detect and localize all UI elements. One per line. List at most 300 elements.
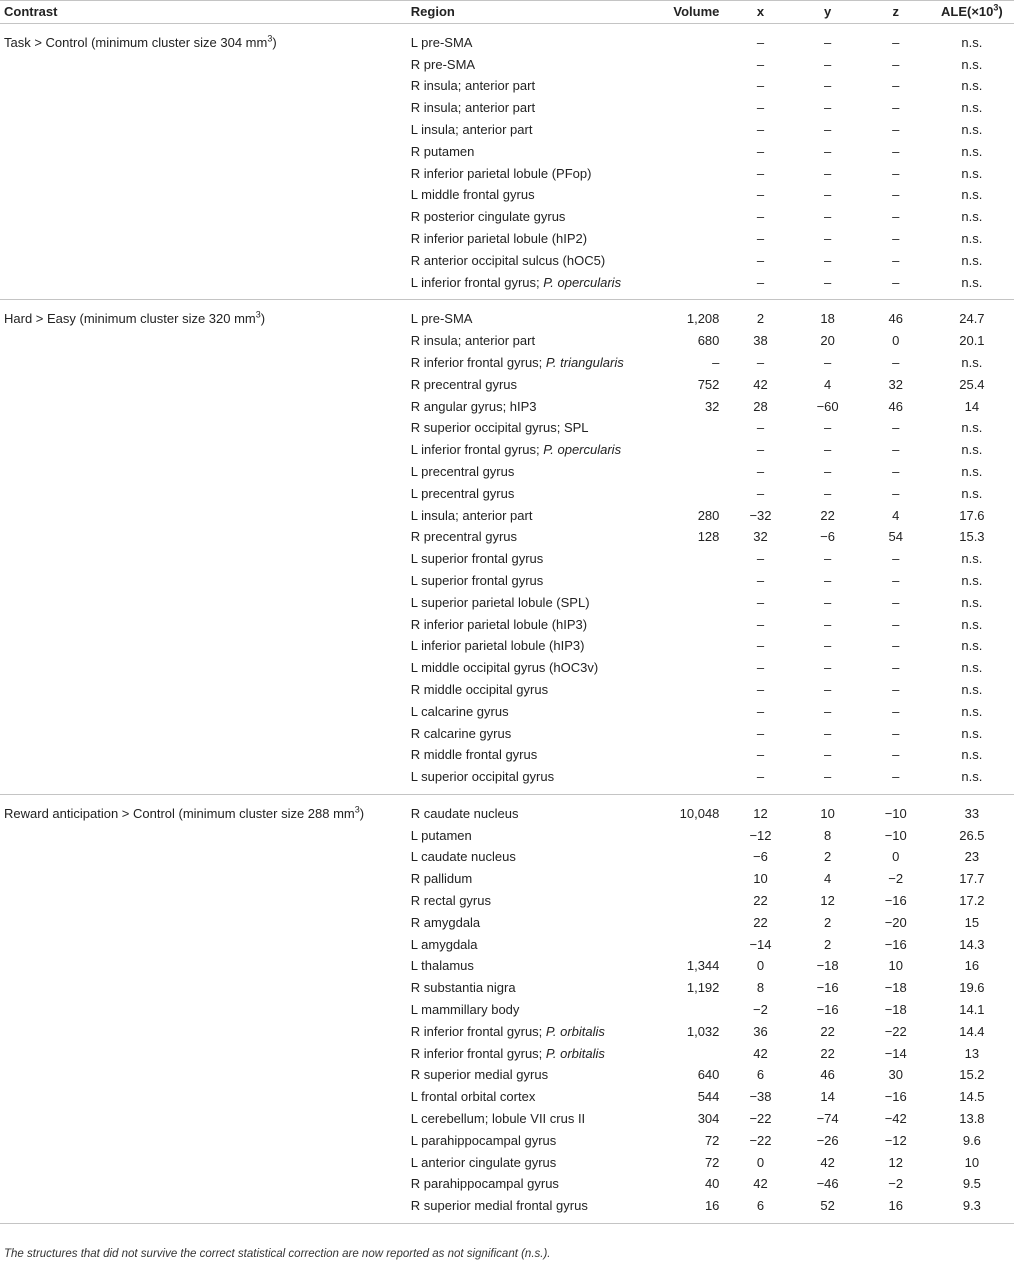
- ale-cell: n.s.: [961, 725, 983, 741]
- y-cell: −6: [820, 529, 835, 545]
- table-row: [0, 417, 1014, 439]
- z-cell: –: [892, 725, 900, 741]
- region-text: L inferior parietal lobule (hIP3): [410, 638, 585, 654]
- volume-cell: [649, 163, 727, 185]
- y-cell: −16: [816, 980, 839, 996]
- x-cell: −22: [749, 1132, 772, 1148]
- y-cell: –: [823, 143, 832, 159]
- table-row: [0, 1086, 1014, 1108]
- table-row: [0, 1130, 1014, 1152]
- x-cell: 0: [756, 1154, 765, 1170]
- contrast-cell: [0, 679, 411, 701]
- contrast-label: Task > Control (minimum cluster size 304 mm: [4, 34, 268, 50]
- x-cell: 42: [753, 1045, 768, 1061]
- volume-cell: 280: [697, 507, 720, 523]
- region-cell: [411, 701, 649, 723]
- table-row: [0, 228, 1014, 250]
- x-cell: −38: [749, 1089, 772, 1105]
- ale-cell: 15.3: [959, 529, 985, 545]
- volume-cell: [649, 483, 727, 505]
- contrast-cell: [0, 505, 411, 527]
- region-cell: [411, 272, 649, 300]
- region-text: R substantia nigra: [410, 980, 516, 996]
- region-text: L precentral gyrus: [410, 463, 515, 479]
- table-row: [0, 701, 1014, 723]
- x-cell: –: [756, 187, 765, 203]
- y-cell: –: [823, 274, 832, 290]
- z-cell: 30: [888, 1067, 903, 1083]
- z-cell: –: [892, 354, 900, 370]
- region-text: R anterior occipital sulcus (hOC5): [410, 252, 606, 268]
- header-row: [0, 1, 1014, 24]
- region-cell: [411, 141, 649, 163]
- region-cell: [411, 300, 649, 330]
- region-cell: [411, 1043, 649, 1065]
- region-text: R rectal gyrus: [410, 893, 491, 909]
- section-2: [0, 794, 1014, 1223]
- table-row: [0, 635, 1014, 657]
- ale-cell: n.s.: [961, 34, 983, 50]
- header-ale: [930, 1, 1014, 24]
- y-cell: 4: [823, 376, 832, 392]
- volume-cell: 16: [704, 1198, 720, 1214]
- region-text: L amygdala: [410, 936, 478, 952]
- table-row: [0, 75, 1014, 97]
- region-italic: P. triangularis: [545, 354, 624, 370]
- region-cell: [411, 1173, 649, 1195]
- z-cell: 0: [892, 333, 900, 349]
- contrast-cell: [0, 374, 411, 396]
- volume-cell: 10,048: [679, 805, 720, 821]
- ale-cell: 9.6: [962, 1132, 981, 1148]
- contrast-cell: [0, 352, 411, 374]
- region-cell: [411, 1152, 649, 1174]
- z-cell: −12: [884, 1132, 907, 1148]
- x-cell: –: [756, 165, 765, 181]
- z-cell: −10: [884, 827, 907, 843]
- contrast-cell: [0, 141, 411, 163]
- y-cell: 2: [823, 849, 832, 865]
- y-cell: –: [823, 660, 832, 676]
- ale-cell: 25.4: [959, 376, 985, 392]
- y-cell: –: [823, 769, 832, 785]
- volume-cell: 304: [697, 1111, 720, 1127]
- region-cell: [411, 657, 649, 679]
- contrast-cell: [0, 75, 411, 97]
- contrast-cell: [0, 890, 411, 912]
- ale-cell: 13.8: [959, 1111, 985, 1127]
- region-text: R angular gyrus; hIP3: [410, 398, 537, 414]
- x-cell: –: [756, 463, 765, 479]
- region-text: R inferior frontal gyrus;: [410, 354, 546, 370]
- table-row: [0, 614, 1014, 636]
- table-row: [0, 54, 1014, 76]
- ale-cell: n.s.: [961, 463, 983, 479]
- contrast-cell: [0, 1130, 411, 1152]
- y-cell: 22: [820, 1045, 835, 1061]
- contrast-cell: [0, 977, 411, 999]
- region-cell: [411, 890, 649, 912]
- y-cell: –: [823, 703, 832, 719]
- x-cell: 8: [756, 980, 765, 996]
- region-text: R calcarine gyrus: [410, 725, 512, 741]
- contrast-cell: [0, 1173, 411, 1195]
- y-cell: –: [823, 725, 832, 741]
- region-cell: [411, 1064, 649, 1086]
- contrast-cell: [0, 461, 411, 483]
- region-text: L superior parietal lobule (SPL): [410, 594, 590, 610]
- z-cell: −22: [884, 1023, 907, 1039]
- table-row: [0, 912, 1014, 934]
- z-cell: 0: [892, 849, 900, 865]
- z-cell: −10: [884, 805, 907, 821]
- y-cell: 2: [823, 936, 832, 952]
- volume-cell: 752: [697, 376, 720, 392]
- ale-cell: n.s.: [961, 660, 983, 676]
- contrast-cell: [0, 868, 411, 890]
- x-cell: 42: [753, 1176, 768, 1192]
- z-cell: −14: [884, 1045, 907, 1061]
- x-cell: –: [756, 594, 765, 610]
- ale-cell: n.s.: [961, 230, 983, 246]
- ale-cell: 9.3: [962, 1198, 981, 1214]
- contrast-cell: [0, 396, 411, 418]
- volume-cell: [649, 119, 727, 141]
- region-cell: [411, 526, 649, 548]
- z-cell: –: [892, 660, 900, 676]
- region-text: L middle frontal gyrus: [410, 187, 535, 203]
- z-cell: 46: [888, 398, 903, 414]
- contrast-label: Hard > Easy (minimum cluster size 320 mm: [4, 311, 256, 327]
- z-cell: –: [892, 594, 900, 610]
- region-cell: [411, 461, 649, 483]
- z-cell: −42: [884, 1111, 907, 1127]
- header-volume: Volume: [649, 1, 727, 24]
- ale-cell: 15: [964, 914, 980, 930]
- volume-cell: [649, 184, 727, 206]
- ale-cell: 15.2: [959, 1067, 985, 1083]
- volume-cell: [649, 75, 727, 97]
- x-cell: –: [756, 34, 765, 50]
- table-row: [0, 272, 1014, 300]
- z-cell: −2: [888, 1176, 904, 1192]
- volume-cell: [649, 934, 727, 956]
- region-text: R precentral gyrus: [410, 529, 518, 545]
- y-cell: –: [823, 485, 832, 501]
- y-cell: 10: [820, 805, 835, 821]
- y-cell: 2: [823, 914, 832, 930]
- volume-cell: [649, 206, 727, 228]
- table-row: [0, 483, 1014, 505]
- volume-cell: [649, 766, 727, 794]
- z-cell: 54: [888, 529, 903, 545]
- region-cell: [411, 570, 649, 592]
- region-cell: [411, 439, 649, 461]
- contrast-cell: [0, 54, 411, 76]
- y-cell: –: [823, 747, 832, 763]
- volume-cell: 680: [697, 333, 720, 349]
- x-cell: 6: [756, 1198, 765, 1214]
- volume-cell: [649, 744, 727, 766]
- table-row: [0, 1021, 1014, 1043]
- header-region: Region: [411, 1, 649, 24]
- ale-cell: 23: [964, 849, 980, 865]
- ale-cell: n.s.: [961, 165, 983, 181]
- volume-cell: 1,344: [686, 958, 720, 974]
- region-text: R parahippocampal gyrus: [410, 1176, 559, 1192]
- z-cell: –: [892, 187, 900, 203]
- contrast-cell: [0, 228, 411, 250]
- table-row: [0, 548, 1014, 570]
- region-cell: [411, 592, 649, 614]
- contrast-cell: [0, 592, 411, 614]
- region-cell: [411, 206, 649, 228]
- region-text: L superior occipital gyrus: [410, 769, 555, 785]
- region-cell: [411, 744, 649, 766]
- ale-cell: n.s.: [961, 703, 983, 719]
- table-row: [0, 977, 1014, 999]
- volume-cell: [649, 825, 727, 847]
- region-cell: [411, 184, 649, 206]
- ale-cell: 16: [964, 958, 980, 974]
- x-cell: 22: [753, 914, 768, 930]
- region-text: L precentral gyrus: [410, 485, 515, 501]
- table-row: [0, 657, 1014, 679]
- x-cell: –: [756, 230, 765, 246]
- x-cell: −2: [753, 1002, 768, 1018]
- region-text: R middle frontal gyrus: [410, 747, 538, 763]
- y-cell: 4: [823, 871, 832, 887]
- x-cell: –: [756, 551, 765, 567]
- region-text: L frontal orbital cortex: [410, 1089, 536, 1105]
- table-row: [0, 592, 1014, 614]
- ale-cell: 14.1: [959, 1002, 985, 1018]
- table-row: [0, 1173, 1014, 1195]
- region-cell: [411, 163, 649, 185]
- region-cell: [411, 1108, 649, 1130]
- region-text: L inferior frontal gyrus;: [410, 442, 544, 458]
- z-cell: –: [892, 638, 900, 654]
- z-cell: 12: [888, 1154, 903, 1170]
- x-cell: –: [756, 143, 765, 159]
- table-row: [0, 352, 1014, 374]
- y-cell: 18: [820, 311, 835, 327]
- contrast-cell: [0, 570, 411, 592]
- ale-cell: n.s.: [961, 78, 983, 94]
- y-cell: –: [823, 187, 832, 203]
- x-cell: –: [756, 703, 765, 719]
- ale-cell: 33: [964, 805, 980, 821]
- x-cell: –: [756, 78, 765, 94]
- region-text: L superior frontal gyrus: [410, 572, 544, 588]
- region-cell: [411, 1021, 649, 1043]
- z-cell: −16: [884, 1089, 907, 1105]
- table-row: [0, 206, 1014, 228]
- region-cell: [411, 868, 649, 890]
- ale-cell: 13: [964, 1045, 980, 1061]
- z-cell: 4: [892, 507, 900, 523]
- region-text: R putamen: [410, 143, 475, 159]
- section-0: [0, 23, 1014, 300]
- x-cell: –: [756, 121, 765, 137]
- table-row: [0, 505, 1014, 527]
- table-row: [0, 163, 1014, 185]
- contrast-cell: [0, 744, 411, 766]
- volume-cell: [649, 417, 727, 439]
- header-ale-close: ): [998, 4, 1003, 19]
- region-cell: [411, 396, 649, 418]
- ale-cell: 14.5: [959, 1089, 985, 1105]
- region-cell: [411, 97, 649, 119]
- volume-cell: [649, 614, 727, 636]
- volume-cell: [649, 439, 727, 461]
- table-row: [0, 141, 1014, 163]
- z-cell: 46: [888, 311, 903, 327]
- contrast-cell: [0, 635, 411, 657]
- contrast-cell: [0, 1021, 411, 1043]
- region-cell: [411, 54, 649, 76]
- region-cell: [411, 614, 649, 636]
- x-cell: –: [756, 725, 765, 741]
- x-cell: 42: [753, 376, 768, 392]
- table-row: [0, 526, 1014, 548]
- table-row: [0, 934, 1014, 956]
- volume-cell: [649, 868, 727, 890]
- contrast-cell: [0, 701, 411, 723]
- region-text: R inferior frontal gyrus;: [410, 1023, 546, 1039]
- y-cell: 8: [823, 827, 832, 843]
- region-cell: [411, 635, 649, 657]
- x-cell: 0: [756, 958, 765, 974]
- header-ale-text: ALE(×10: [941, 4, 994, 19]
- region-cell: [411, 548, 649, 570]
- x-cell: 22: [753, 893, 768, 909]
- volume-cell: 32: [704, 398, 720, 414]
- region-text: R pallidum: [410, 871, 473, 887]
- x-cell: –: [756, 100, 765, 116]
- ale-cell: 17.7: [959, 871, 985, 887]
- region-cell: [411, 1130, 649, 1152]
- table-row: [0, 999, 1014, 1021]
- ale-cell: n.s.: [961, 56, 983, 72]
- y-cell: –: [823, 442, 832, 458]
- table-row: [0, 744, 1014, 766]
- volume-cell: [649, 461, 727, 483]
- y-cell: –: [823, 420, 832, 436]
- region-text: R middle occipital gyrus: [410, 681, 549, 697]
- contrast-cell: [0, 723, 411, 745]
- y-cell: –: [823, 681, 832, 697]
- x-cell: 6: [756, 1067, 765, 1083]
- volume-cell: 72: [704, 1154, 720, 1170]
- contrast-cell: [0, 417, 411, 439]
- table-row: [0, 374, 1014, 396]
- region-cell: [411, 505, 649, 527]
- volume-cell: 1,032: [686, 1023, 720, 1039]
- ale-cell: n.s.: [961, 572, 983, 588]
- region-text: L insula; anterior part: [410, 507, 533, 523]
- x-cell: –: [756, 442, 765, 458]
- ale-cell: n.s.: [961, 442, 983, 458]
- contrast-cell: [0, 250, 411, 272]
- x-cell: 32: [753, 529, 768, 545]
- region-text: R inferior parietal lobule (PFop): [410, 165, 592, 181]
- x-cell: 10: [753, 871, 768, 887]
- volume-cell: 128: [697, 529, 720, 545]
- contrast-cell: [0, 1108, 411, 1130]
- y-cell: –: [823, 463, 832, 479]
- contrast-cell: [0, 184, 411, 206]
- region-text: R superior medial gyrus: [410, 1067, 549, 1083]
- table-row: [0, 300, 1014, 330]
- ale-cell: n.s.: [961, 100, 983, 116]
- region-text: L mammillary body: [410, 1002, 520, 1018]
- y-cell: –: [823, 252, 832, 268]
- ale-cell: n.s.: [961, 420, 983, 436]
- y-cell: −26: [816, 1132, 839, 1148]
- ale-cell: n.s.: [961, 616, 983, 632]
- z-cell: –: [892, 209, 900, 225]
- x-cell: –: [756, 252, 765, 268]
- ale-cell: n.s.: [961, 769, 983, 785]
- x-cell: −14: [749, 936, 772, 952]
- ale-cell: n.s.: [961, 747, 983, 763]
- z-cell: 10: [888, 958, 903, 974]
- ale-cell: n.s.: [961, 354, 983, 370]
- table-row: [0, 1108, 1014, 1130]
- region-text: L parahippocampal gyrus: [410, 1132, 557, 1148]
- volume-cell: [649, 635, 727, 657]
- region-cell: [411, 766, 649, 794]
- contrast-cell: [0, 206, 411, 228]
- contrast-cell: [0, 1043, 411, 1065]
- y-cell: −16: [816, 1002, 839, 1018]
- y-cell: –: [823, 638, 832, 654]
- ale-cell: n.s.: [961, 143, 983, 159]
- table-row: [0, 890, 1014, 912]
- ale-cell: n.s.: [961, 121, 983, 137]
- volume-cell: [649, 272, 727, 300]
- region-text: R inferior frontal gyrus;: [410, 1045, 546, 1061]
- region-cell: [411, 999, 649, 1021]
- contrast-cell: [0, 119, 411, 141]
- y-cell: –: [823, 230, 832, 246]
- contrast-cell: [0, 657, 411, 679]
- region-text: R insula; anterior part: [410, 333, 536, 349]
- contrast-cell: [0, 1152, 411, 1174]
- contrast-sup: 3: [255, 310, 261, 321]
- region-italic: P. orbitalis: [545, 1023, 605, 1039]
- x-cell: –: [756, 56, 765, 72]
- z-cell: −20: [884, 914, 907, 930]
- y-cell: –: [823, 34, 832, 50]
- y-cell: –: [823, 209, 832, 225]
- region-text: R posterior cingulate gyrus: [410, 209, 566, 225]
- contrast-cell: [0, 300, 411, 330]
- ale-cell: n.s.: [961, 209, 983, 225]
- volume-cell: [649, 999, 727, 1021]
- y-cell: –: [823, 100, 832, 116]
- volume-cell: [649, 228, 727, 250]
- x-cell: –: [756, 616, 765, 632]
- table-row: [0, 1064, 1014, 1086]
- x-cell: 28: [753, 398, 768, 414]
- z-cell: –: [892, 121, 900, 137]
- z-cell: 32: [888, 376, 903, 392]
- region-cell: [411, 912, 649, 934]
- table-row: [0, 825, 1014, 847]
- contrast-cell: [0, 526, 411, 548]
